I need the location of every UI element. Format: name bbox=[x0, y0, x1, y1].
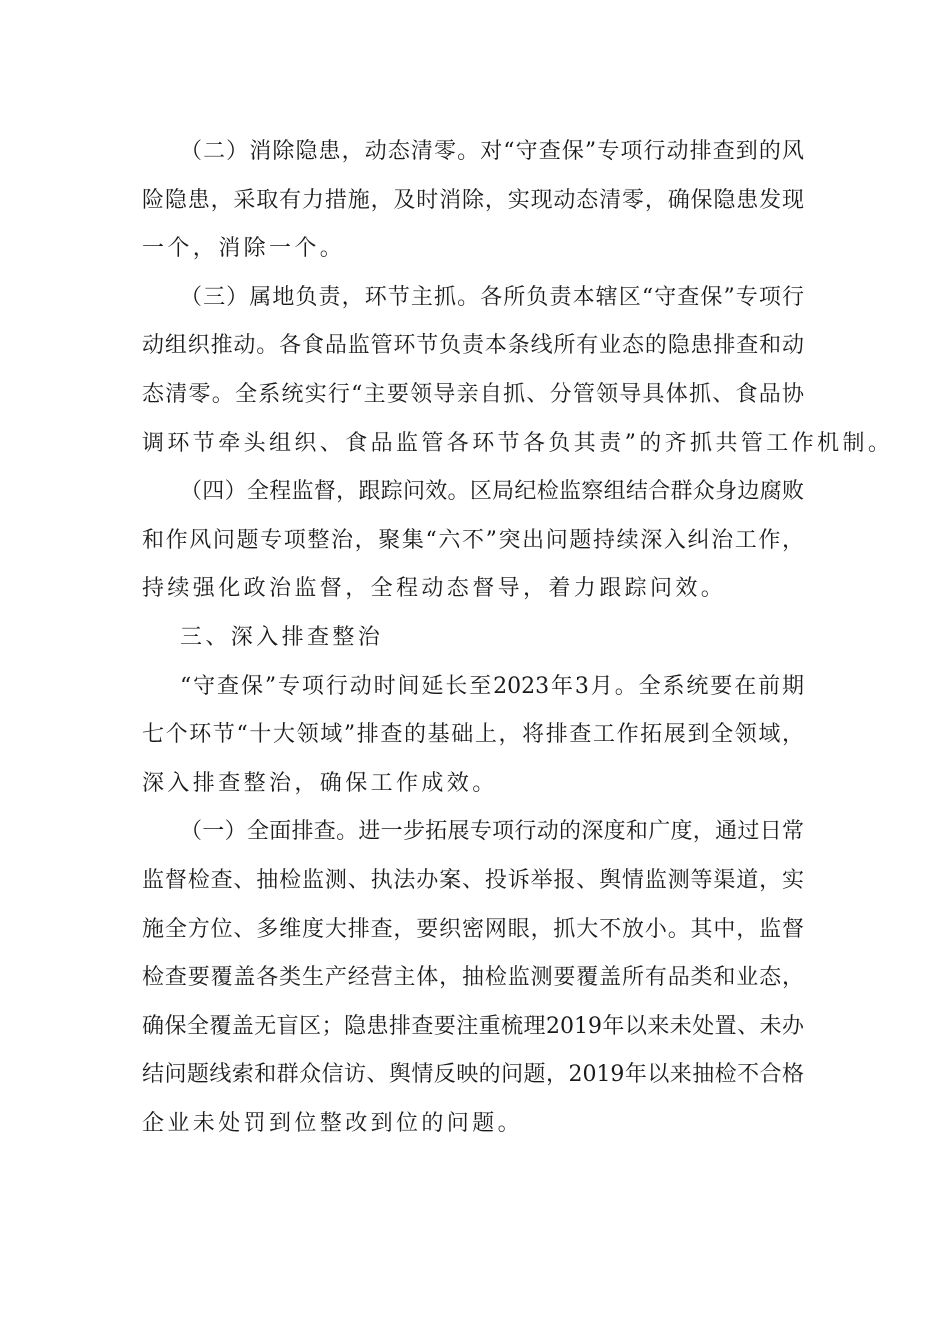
paragraph-line: 险隐患，采取有力措施，及时消除，实现动态清零，确保隐患发现 bbox=[142, 187, 804, 213]
paragraph-line: 监督检查、抽检监测、执法办案、投诉举报、舆情监测等渠道，实 bbox=[142, 868, 804, 893]
paragraph-line: （二）消除隐患，动态清零。对“守查保”专项行动排查到的风 bbox=[180, 139, 804, 164]
paragraph-line: 调环节牵头组织、食品监管各环节各负其责”的齐抓共管工作机制。 bbox=[142, 430, 894, 456]
paragraph-line: “守查保”专项行动时间延长至2023年3月。全系统要在前期 bbox=[180, 673, 804, 699]
paragraph-line: （一）全面排查。进一步拓展专项行动的深度和广度，通过日常 bbox=[180, 819, 804, 845]
section-heading: 三、深入排查整治 bbox=[180, 625, 384, 650]
paragraph-line: 七个环节“十大领域”排查的基础上，将排查工作拓展到全领域， bbox=[142, 722, 804, 748]
paragraph-line: 持续强化政治监督，全程动态督导，着力跟踪问效。 bbox=[142, 576, 727, 602]
paragraph-line: （四）全程监督，跟踪问效。区局纪检监察组结合群众身边腐败 bbox=[180, 479, 804, 505]
paragraph-line: 一个，消除一个。 bbox=[142, 236, 346, 262]
paragraph-line: 态清零。全系统实行“主要领导亲自抓、分管领导具体抓、食品协 bbox=[142, 382, 804, 407]
paragraph-line: 检查要覆盖各类生产经营主体，抽检监测要覆盖所有品类和业态， bbox=[142, 965, 804, 991]
paragraph-line: 深入排查整治，确保工作成效。 bbox=[142, 770, 498, 796]
paragraph-line: （三）属地负责，环节主抓。各所负责本辖区“守查保”专项行 bbox=[180, 284, 804, 310]
paragraph-line: 和作风问题专项整治，聚集“六不”突出问题持续深入纠治工作， bbox=[142, 527, 804, 553]
paragraph-line: 确保全覆盖无盲区；隐患排查要注重梳理2019年以来未处置、未办 bbox=[142, 1013, 804, 1039]
paragraph-line: 施全方位、多维度大排查，要织密网眼，抓大不放小。其中，监督 bbox=[142, 916, 804, 942]
paragraph-line: 企业未处罚到位整改到位的问题。 bbox=[142, 1111, 524, 1136]
paragraph-line: 动组织推动。各食品监管环节负责本条线所有业态的隐患排查和动 bbox=[142, 333, 804, 359]
paragraph-line: 结问题线索和群众信访、舆情反映的问题，2019年以来抽检不合格 bbox=[142, 1062, 804, 1088]
